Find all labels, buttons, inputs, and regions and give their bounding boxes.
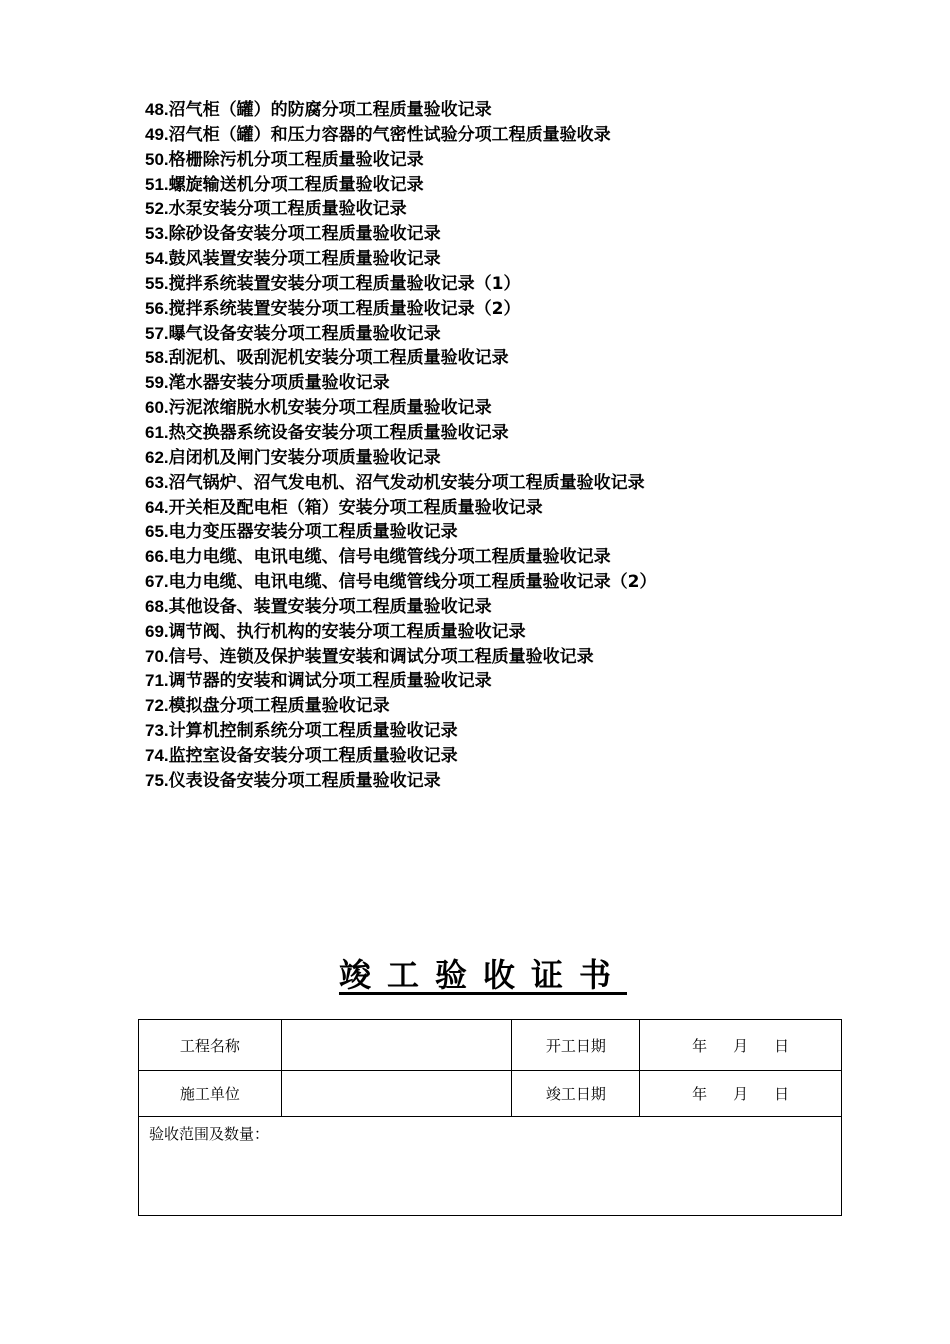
toc-item	[145, 421, 656, 446]
toc-item-text: 热交换器系统设备安装分项工程质量验收记录	[168, 422, 509, 443]
project-name-value[interactable]	[281, 1020, 512, 1071]
toc-item-number: 61.	[145, 422, 169, 442]
toc-item-text: 模拟盘分项工程质量验收记录	[168, 696, 390, 717]
toc-item	[145, 123, 656, 148]
toc-item-number: 72.	[145, 696, 169, 716]
toc-item-number: 55.	[145, 273, 169, 293]
toc-item-number: 58.	[145, 348, 169, 368]
completion-date-year: 年	[692, 1085, 708, 1103]
start-date-month: 月	[733, 1036, 749, 1055]
toc-item	[145, 496, 656, 521]
toc-item-text: 沼气柜（罐）的防腐分项工程质量验收记录	[168, 100, 492, 120]
start-date-day: 日	[774, 1036, 790, 1055]
toc-item-number: 66.	[145, 547, 169, 567]
completion-date-day: 日	[774, 1085, 790, 1103]
toc-item-text: 信号、连锁及保护装置安装和调试分项工程质量验收记录	[168, 646, 594, 667]
toc-item-text: 其他设备、装置安装分项工程质量验收记录	[168, 596, 492, 617]
toc-item	[145, 446, 656, 471]
toc-item-text: 仪表设备安装分项工程质量验收记录	[168, 770, 441, 791]
toc-item-number: 74.	[145, 745, 169, 765]
toc-item-number: 75.	[145, 770, 169, 790]
toc-item-text: 调节器的安装和调试分项工程质量验收记录	[168, 671, 492, 692]
toc-item	[145, 645, 656, 670]
project-row	[139, 1020, 842, 1071]
toc-item	[145, 595, 656, 620]
toc-item	[145, 694, 656, 719]
toc-item-text: 除砂设备安装分项工程质量验收记录	[168, 224, 441, 245]
toc-item-text: 启闭机及闸门安装分项质量验收记录	[168, 447, 441, 468]
toc-item	[145, 396, 656, 421]
start-date-value[interactable]	[640, 1020, 842, 1071]
toc-item-number: 68.	[145, 596, 169, 616]
toc-item	[145, 322, 656, 347]
toc-item-text: 刮泥机、吸刮泥机安装分项工程质量验收记录	[168, 348, 509, 369]
contractor-row	[139, 1071, 842, 1117]
toc-item-text: 污泥浓缩脱水机安装分项工程质量验收记录	[168, 398, 492, 419]
toc-item-number: 57.	[145, 323, 169, 343]
toc-item	[145, 669, 656, 694]
toc-item	[145, 272, 656, 297]
toc-item-text: 曝气设备安装分项工程质量验收记录	[168, 323, 441, 344]
toc-item	[145, 148, 656, 173]
toc-item-number: 50.	[145, 149, 169, 169]
toc-item-number: 71.	[145, 671, 169, 691]
toc-item-number: 62.	[145, 447, 169, 467]
toc-item	[145, 570, 656, 595]
completion-date-value[interactable]	[640, 1071, 842, 1117]
certificate-title: 竣工验收证书	[338, 956, 627, 994]
toc-item	[145, 769, 656, 794]
toc-item-text: 搅拌系统装置安装分项工程质量验收记录（2）	[168, 298, 521, 319]
toc-item	[145, 744, 656, 769]
toc-item	[145, 297, 656, 322]
scope-field[interactable]	[139, 1117, 842, 1216]
toc-item-number: 59.	[145, 373, 169, 393]
toc-item-number: 64.	[145, 497, 169, 517]
certificate-table	[138, 1019, 842, 1216]
toc-item-number: 53.	[145, 224, 169, 244]
toc-item-number: 60.	[145, 398, 169, 418]
scope-label: 验收范围及数量：	[149, 1125, 270, 1143]
toc-item-text: 计算机控制系统分项工程质量验收记录	[168, 721, 458, 742]
toc-item-text: 沼气柜（罐）和压力容器的气密性试验分项工程质量验收录	[168, 124, 611, 145]
toc-item-number: 51.	[145, 174, 169, 194]
scope-row	[139, 1117, 842, 1216]
toc-item-text: 调节阀、执行机构的安装分项工程质量验收记录	[168, 621, 526, 642]
project-name-label: 工程名称	[139, 1020, 282, 1071]
toc-item-number: 63.	[145, 472, 169, 492]
start-date-label: 开工日期	[512, 1020, 640, 1071]
toc-item-number: 73.	[145, 721, 169, 741]
toc-item-text: 水泵安装分项工程质量验收记录	[168, 199, 407, 220]
toc-item	[145, 371, 656, 396]
toc-list	[145, 98, 656, 794]
toc-item-text: 开关柜及配电柜（箱）安装分项工程质量验收记录	[168, 497, 543, 518]
toc-item	[145, 98, 656, 123]
contractor-value[interactable]	[281, 1071, 512, 1117]
toc-item-number: 56.	[145, 298, 169, 318]
completion-date-label: 竣工日期	[512, 1071, 640, 1117]
toc-item-number: 69.	[145, 621, 169, 641]
toc-item	[145, 719, 656, 744]
toc-item-text: 监控室设备安装分项工程质量验收记录	[168, 745, 458, 766]
toc-item	[145, 247, 656, 272]
toc-item-number: 49.	[145, 124, 169, 144]
toc-item-text: 螺旋输送机分项工程质量验收记录	[168, 174, 424, 195]
toc-item	[145, 620, 656, 645]
toc-item	[145, 520, 656, 545]
toc-item-number: 70.	[145, 646, 169, 666]
start-date-year: 年	[692, 1036, 708, 1055]
toc-item	[145, 173, 656, 198]
toc-item	[145, 346, 656, 371]
toc-item-text: 沼气锅炉、沼气发电机、沼气发动机安装分项工程质量验收记录	[168, 472, 645, 493]
toc-item-text: 滗水器安装分项质量验收记录	[168, 373, 390, 394]
toc-item-number: 52.	[145, 199, 169, 219]
toc-item-text: 搅拌系统装置安装分项工程质量验收记录（1）	[168, 273, 521, 294]
toc-item	[145, 197, 656, 222]
toc-item	[145, 222, 656, 247]
toc-item-number: 54.	[145, 249, 169, 269]
toc-item-number: 65.	[145, 522, 169, 542]
toc-item-text: 鼓风装置安装分项工程质量验收记录	[168, 249, 441, 270]
toc-item-number: 48.	[145, 100, 169, 119]
contractor-label: 施工单位	[139, 1071, 282, 1117]
toc-item-text: 电力电缆、电讯电缆、信号电缆管线分项工程质量验收记录	[168, 547, 611, 568]
toc-item-text: 格栅除污机分项工程质量验收记录	[168, 149, 424, 170]
completion-date-month: 月	[733, 1085, 749, 1103]
toc-item-number: 67.	[145, 572, 169, 592]
toc-item-text: 电力变压器安装分项工程质量验收记录	[168, 522, 458, 543]
toc-item	[145, 545, 656, 570]
toc-item	[145, 471, 656, 496]
toc-item-text: 电力电缆、电讯电缆、信号电缆管线分项工程质量验收记录（2）	[168, 572, 657, 593]
